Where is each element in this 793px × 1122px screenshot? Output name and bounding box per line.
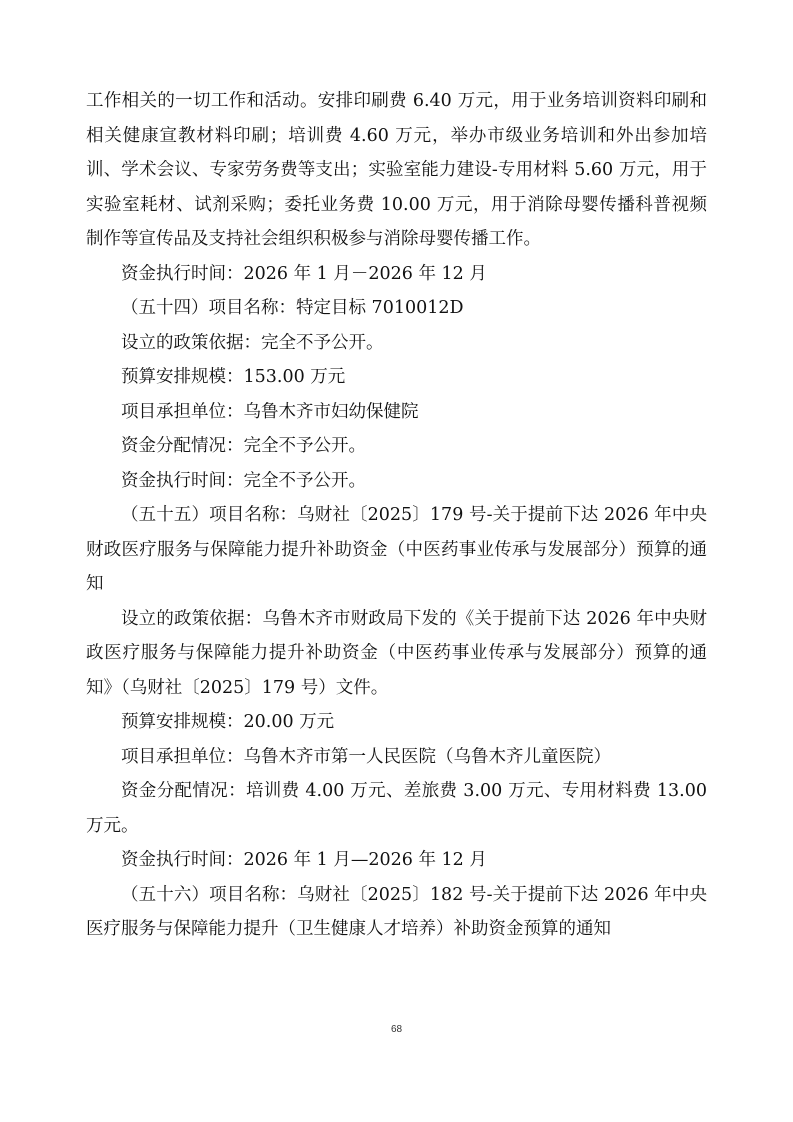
- paragraph-project-54-title: （五十四）项目名称：特定目标 7010012D: [121, 298, 464, 318]
- paragraph-policy-basis: 设立的政策依据：完全不予公开。: [121, 332, 384, 353]
- paragraph-responsible-unit: 项目承担单位：乌鲁木齐市第一人民医院（乌鲁木齐儿童医院）: [121, 746, 611, 767]
- paragraph-continued: 工作相关的一切工作和活动。安排印刷费 6.40 万元，用于业务培训资料印刷和相关健康宣教材料印刷；培训费 4.60 万元，举办市级业务培训和外出参加培训、学术会议、专家劳务费等支出；实验室能力建设-专用材料 5.60 万元，用于实验室耗材、试剂采购；委托业务费 10.00 万元，用于消除母婴传播科普视频制作等宣传品及支持社会组织积极参与消除母婴传播工作。: [86, 91, 707, 249]
- paragraph-fund-allocation: 资金分配情况：完全不予公开。: [121, 436, 366, 456]
- paragraph-budget-scale: 预算安排规模：153.00 万元: [121, 367, 346, 387]
- paragraph-project-55-title: （五十五）项目名称：乌财社〔2025〕179 号-关于提前下达 2026 年中央财政医疗服务与保障能力提升补助资金（中医药事业传承与发展部分）预算的通知: [86, 505, 707, 594]
- paragraph-project-56-title: （五十六）项目名称：乌财社〔2025〕182 号-关于提前下达 2026 年中央医疗服务与保障能力提升（卫生健康人才培养）补助资金预算的通知: [86, 884, 707, 939]
- page-number: 68: [390, 1024, 403, 1035]
- paragraph-policy-basis: 设立的政策依据：乌鲁木齐市财政局下发的《关于提前下达 2026 年中央财政医疗服务与保障能力提升补助资金（中医药事业传承与发展部分）预算的通知》（乌财社〔2025〕179 号）文件。: [86, 608, 707, 698]
- paragraph-responsible-unit: 项目承担单位：乌鲁木齐市妇幼保健院: [121, 401, 419, 422]
- document-body: [0, 84, 793, 947]
- paragraph-execution-time: 资金执行时间：2026 年 1 月—2026 年 12 月: [121, 850, 487, 870]
- paragraph-fund-allocation: 资金分配情况：培训费 4.00 万元、差旅费 3.00 万元、专用材料费 13.00 万元。: [86, 781, 707, 836]
- paragraph-execution-time: 资金执行时间：完全不予公开。: [121, 470, 366, 491]
- paragraph-budget-scale: 预算安排规模：20.00 万元: [121, 712, 335, 732]
- paragraph-execution-time: 资金执行时间：2026 年 1 月－2026 年 12 月: [121, 263, 487, 284]
